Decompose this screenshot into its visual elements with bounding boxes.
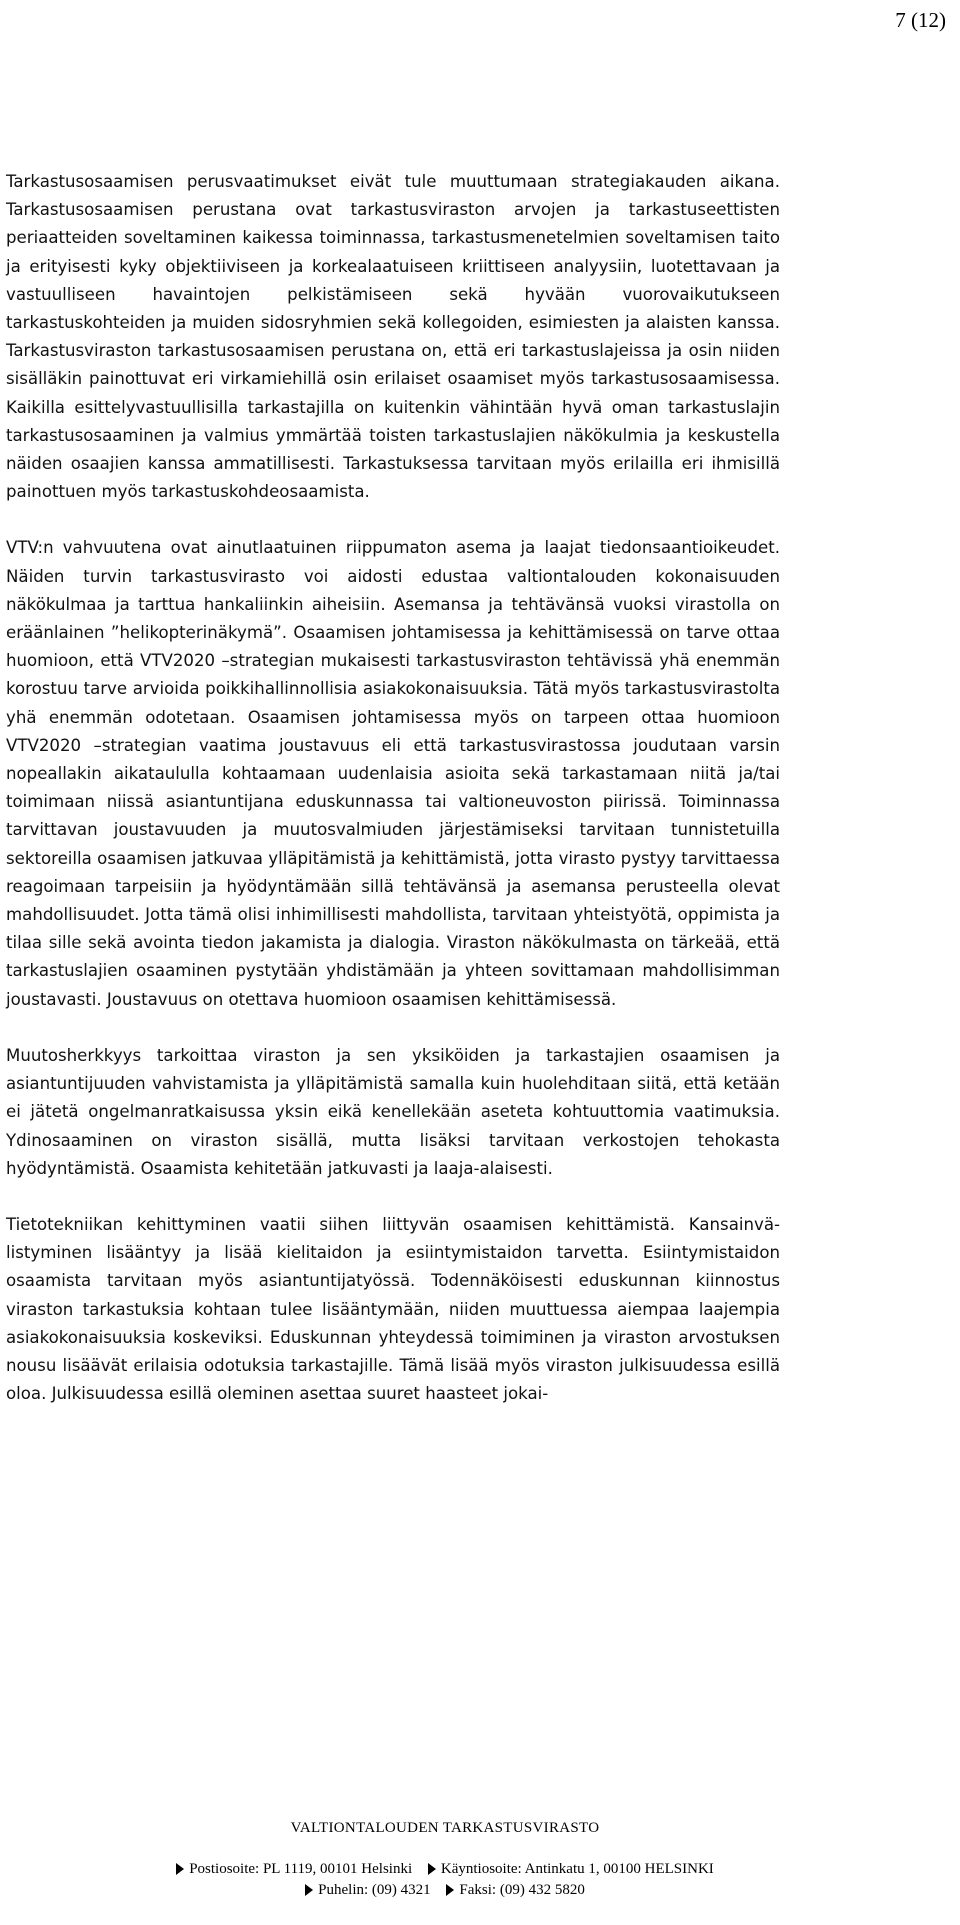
paragraph-2: VTV:n vahvuutena ovat ainutlaatuinen riippumaton asema ja laajat tiedonsaantioikeudet. Näiden turvin tarkastusvirasto voi aidosti edustaa valtiontalouden kokonaisuuden näkökulmaa ja tarttua hankaliinkin aiheisiin. Asemansa ja tehtävänsä vuoksi virastolla on eräänlainen ”helikopterinäkymä”. Osaamisen johtamisessa ja kehittämisessä on tarve ottaa huomioon, että VTV2020 –strategian mukaisesti tarkastusviraston tehtävissä yhä enemmän korostuu tarve arvioida poikkihallinnollisia asiakokonaisuuksia. Tätä myös tarkastusvirastolta yhä enemmän odotetaan. Osaamisen johtamisessa myös on tarpeen ottaa huomioon VTV2020 –strategian vaatima joustavuus eli että tarkastusvirastossa joudutaan varsin nopeallakin aikataululla kohtaamaan uudenlaisia asioita sekä tarkastamaan niitä ja/tai toimimaan niissä asiantuntijana eduskunnassa tai valtioneuvoston piirissä. Toiminnassa tarvittavan joustavuuden ja muutosvalmiuden järjestämiseksi tarvitaan tunnistetuilla sektoreilla osaamisen jatkuvaa ylläpitämistä ja kehittämistä, jotta virasto pystyy tarvittaessa reagoimaan tarpeisiin ja hyödyntämään sillä tehtävänsä ja asemansa perusteella olevat mahdollisuudet. Jotta tämä olisi inhimillisesti mahdollista, tarvitaan yhteistyötä, oppimista ja tilaa sille sekä avointa tiedon jakamista ja dialogia. Viraston näkökulmasta on tärkeää, että tarkastuslajien osaaminen pystytään yhdistämään ja yhteen sovittamaan mahdollisimman joustavasti. Joustavuus on otettava huomioon osaamisen kehittämisessä. bbox=[6, 538, 780, 1009]
document-body bbox=[6, 168, 780, 1436]
bullet-arrow-icon bbox=[428, 1863, 436, 1875]
page-number: 7 (12) bbox=[895, 8, 946, 32]
footer-address-row bbox=[0, 1861, 890, 1878]
footer-postal-text: Postiosoite: PL 1119, 00101 Helsinki bbox=[189, 1861, 413, 1877]
footer-fax bbox=[446, 1882, 584, 1899]
paragraph-4: Tietotekniikan kehittyminen vaatii siihen liittyvän osaamisen kehittämistä. Kansainvälistyminen lisääntyy ja lisää kielitaidon ja esiintymistaidon tarvetta. Esiintymistaidon osaamista tarvitaan myös asiantuntijatyössä. Todennäköisesti eduskunnan kiinnostus viraston tarkastuksia kohtaan tulee lisääntymään, niiden muuttuessa aiempaa laajempia asiakokonaisuuksia koskeviksi. Eduskunnan yhteydessä toimiminen ja viraston arvostuksen nousu lisäävät erilaisia odotuksia tarkastajille. Tämä lisää myös viraston julkisuudessa esillä oloa. Julkisuudessa esillä oleminen asettaa suuret haasteet jokai- bbox=[6, 1214, 780, 1404]
footer-visiting bbox=[428, 1861, 714, 1878]
bullet-arrow-icon bbox=[176, 1863, 184, 1875]
footer-organization: VALTIONTALOUDEN TARKASTUSVIRASTO bbox=[290, 1820, 600, 1836]
bullet-arrow-icon bbox=[305, 1884, 313, 1896]
footer-phone bbox=[305, 1882, 431, 1899]
paragraph-3: Muutosherkkyys tarkoittaa viraston ja sen yksiköiden ja tarkastajien osaamisen ja asiantuntijuuden vahvistamista ja ylläpitämistä samalla kuin huolehditaan siitä, että ketään ei jätetä ongelmanratkaisussa yksin eikä kenellekään aseteta kohtuuttomia vaatimuksia. Ydinosaaminen on viraston sisällä, mutta lisäksi tarvitaan verkostojen tehokasta hyödyntämistä. Osaamista kehitetään jatkuvasti ja laaja-alaisesti. bbox=[6, 1045, 780, 1178]
paragraph-1: Tarkastusosaamisen perusvaatimukset eivät tule muuttumaan strategiakauden aikana. Tarkastusosaamisen perustana ovat tarkastusviraston arvojen ja tarkastuseettisten periaatteiden soveltaminen kaikessa toiminnassa, tarkastusmenetelmien soveltamisen taito ja erityisesti kyky objektiiviseen ja korkealaatuiseen kriittiseen analyysiin, luotettavaan ja vastuulliseen havaintojen pelkistämiseen sekä hyvään vuorovaikutukseen tarkastuskohteiden ja muiden sidosryhmien sekä kollegoiden, esimiesten ja alaisten kanssa. Tarkastusviraston tarkastusosaamisen perustana on, että eri tarkastuslajeissa ja osin niiden sisälläkin painottuvat eri virkamiehillä osin erilaiset osaamiset myös tarkastusosaamisessa. Kaikilla esittelyvastuullisilla tarkastajilla on kuitenkin vähintään hyvä oman tarkastuslajin tarkastusosaaminen ja valmius ymmärtää toisten tarkastuslajien näkökulmia ja keskustella näiden osaajien kanssa ammatillisesti. Tarkastuksessa tarvitaan myös erilailla eri ihmisillä painottuen myös tarkastuskohdeosaamista. bbox=[6, 172, 780, 502]
footer-fax-text: Faksi: (09) 432 5820 bbox=[459, 1882, 585, 1898]
footer-visiting-text: Käyntiosoite: Antinkatu 1, 00100 HELSINKI bbox=[440, 1861, 714, 1877]
footer-phone-text: Puhelin: (09) 4321 bbox=[318, 1882, 431, 1898]
bullet-arrow-icon bbox=[446, 1884, 454, 1896]
footer-postal bbox=[176, 1861, 412, 1878]
footer-contact-row bbox=[0, 1882, 890, 1899]
